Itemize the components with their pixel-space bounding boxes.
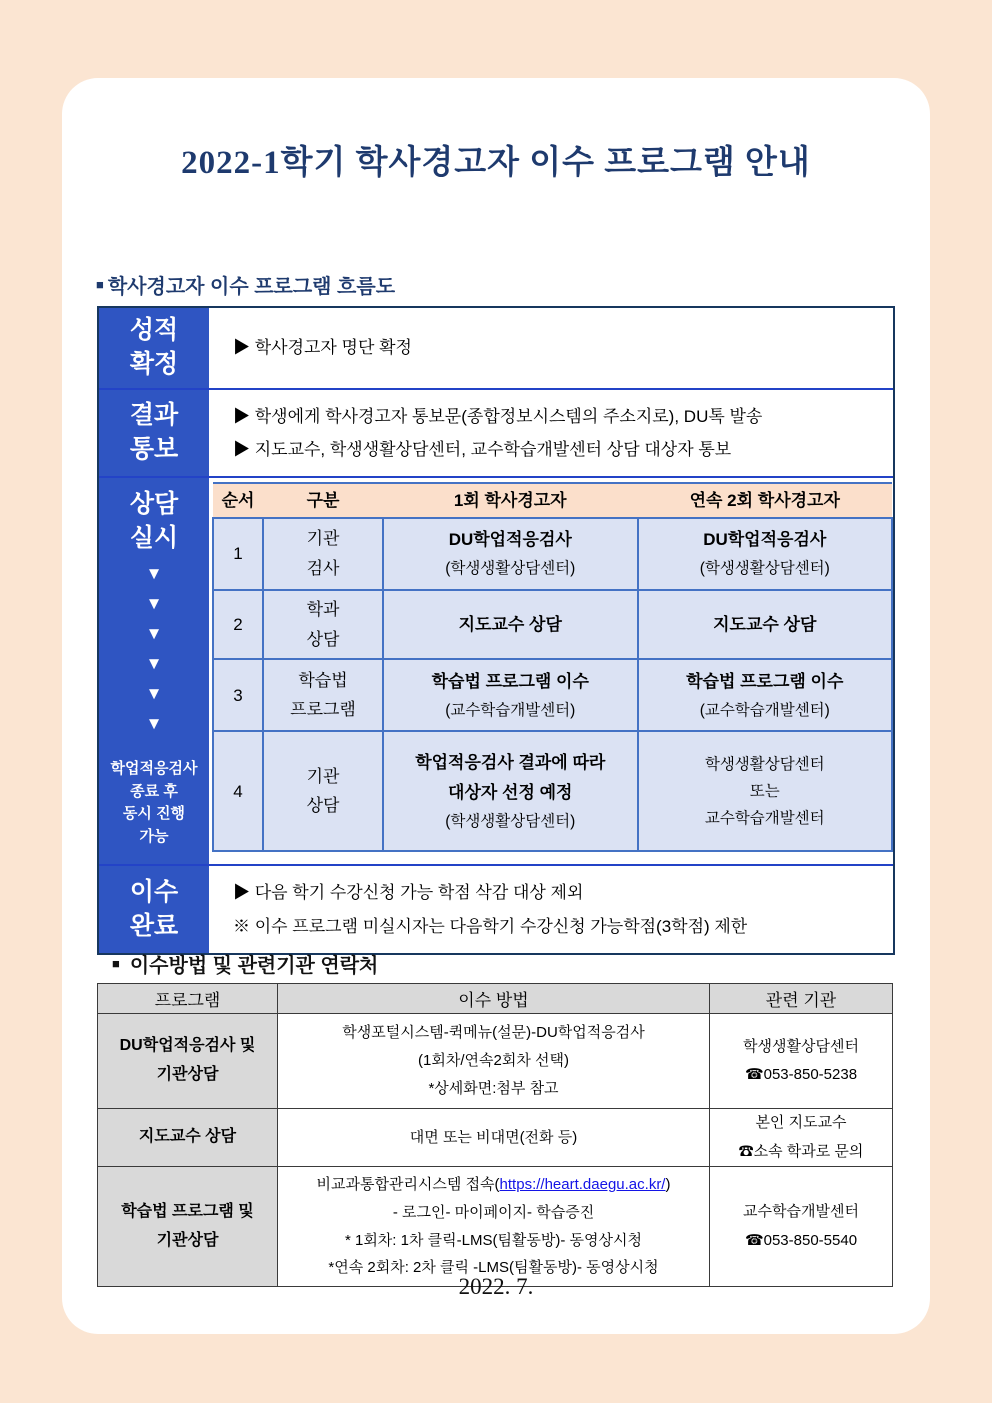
flow-step-label-notify: [99, 390, 209, 476]
flow-step-label-complete: [99, 866, 209, 952]
phone-number: ☎053-850-5238: [744, 1066, 858, 1083]
flow-step-label-grade: [99, 308, 209, 388]
counsel-row3-second: 학습법 프로그램 이수 (교수학습개발센터): [638, 659, 893, 731]
counsel-row1-order: 1: [213, 518, 263, 590]
footer-date: 2022. 7.: [458, 1274, 534, 1299]
counsel-table-row-1: [213, 518, 892, 590]
contact-row1-program: DU학업적응검사 및 기관상담: [98, 1014, 278, 1109]
contact-row1-org: 학생생활상담센터 ☎053-850-5238: [710, 1014, 893, 1109]
flow-step-label-notify-line1: 결과: [129, 400, 179, 429]
down-arrow-icon: ▼: [145, 714, 163, 734]
flow-complete-item-2: ※ 이수 프로그램 미실시자는 다음학기 수강신청 가능학점(3학점) 제한: [233, 916, 748, 936]
flow-content-notify: [209, 390, 893, 476]
contact-row-advisor: [98, 1109, 893, 1167]
flow-grade-item: ▶ 학사경고자 명단 확정: [233, 338, 412, 358]
counsel-row3-first: 학습법 프로그램 이수 (교수학습개발센터): [383, 659, 638, 731]
flow-row-grade-confirm: [99, 308, 893, 388]
counsel-side-note-line4: 가능: [139, 827, 169, 845]
counsel-side-note-line3: 동시 진행: [122, 805, 186, 823]
counsel-side-note-line2: 종료 후: [130, 782, 178, 800]
counsel-row1-type: 기관 검사: [263, 518, 383, 590]
flow-section-heading: [96, 270, 395, 299]
document-card: [62, 78, 930, 1334]
contact-row-learning-program: [98, 1167, 893, 1287]
counsel-table-header-row: [213, 483, 892, 518]
counsel-header-type: 구분: [263, 483, 383, 518]
counsel-row3-type: 학습법 프로그램: [263, 659, 383, 731]
phone-contact: ☎소속 학과로 문의: [738, 1142, 864, 1160]
counsel-table-row-3: [213, 659, 892, 731]
phone-number: ☎053-850-5540: [744, 1231, 858, 1249]
counsel-row1-first: DU학업적응검사 (학생생활상담센터): [383, 518, 638, 590]
down-arrow-icon: ▼: [145, 564, 163, 584]
down-arrow-stack: [146, 565, 163, 732]
counsel-row2-first: 지도교수 상담: [383, 590, 638, 660]
flow-complete-item-1: ▶ 다음 학기 수강신청 가능 학점 삭감 대상 제외: [233, 883, 584, 903]
counsel-header-first-warning: 1회 학사경고자: [383, 483, 638, 518]
flow-table: [97, 306, 895, 955]
counsel-row4-first: 학업적응검사 결과에 따라 대상자 선정 예정 (학생생활상담센터): [383, 731, 638, 851]
flow-content-counsel: [209, 478, 893, 865]
counsel-table-row-2: [213, 590, 892, 660]
counsel-table-row-4: [213, 731, 892, 851]
flow-step-label-counsel: [99, 478, 209, 865]
contact-table: [97, 983, 893, 1287]
flow-row-complete: [99, 864, 893, 952]
down-arrow-icon: ▼: [145, 684, 163, 704]
down-arrow-icon: ▼: [145, 624, 163, 644]
counsel-row4-type: 기관 상담: [263, 731, 383, 851]
counsel-row4-second: 학생생활상담센터 또는 교수학습개발센터: [638, 731, 893, 851]
counsel-row3-order: 3: [213, 659, 263, 731]
contact-row3-program: 학습법 프로그램 및 기관상담: [98, 1167, 278, 1287]
flow-step-label-complete-line2: 완료: [129, 911, 179, 940]
contact-header-org: 관련 기관: [710, 984, 893, 1014]
flow-step-label-counsel-line1: 상담: [129, 489, 179, 518]
flow-step-label-grade-line2: 확정: [129, 349, 179, 378]
contact-row3-method: 비교과통합관리시스템 접속(https://heart.daegu.ac.kr/) - 로그인- 마이페이지- 학습증진 * 1회차: 1차 클릭-LMS(팀활동방)- 동영상시청 *연속 2회차: 2차 클릭 -LMS(팀활동방)- 동영상시청: [278, 1167, 710, 1287]
contact-row3-org: 교수학습개발센터 ☎053-850-5540: [710, 1167, 893, 1287]
flow-step-label-counsel-line2: 실시: [129, 523, 179, 552]
contact-section-heading: [112, 949, 378, 978]
square-bullet-icon: ■: [112, 956, 120, 971]
page-title: 2022-1학기 학사경고자 이수 프로그램 안내: [181, 145, 811, 181]
counsel-header-second-warning: 연속 2회 학사경고자: [638, 483, 893, 518]
counsel-row2-second: 지도교수 상담: [638, 590, 893, 660]
flow-notify-item-2: ▶ 지도교수, 학생생활상담센터, 교수학습개발센터 상담 대상자 통보: [233, 439, 732, 459]
counsel-header-order: 순서: [213, 483, 263, 518]
contact-row-du-test: [98, 1014, 893, 1109]
flow-row-result-notify: [99, 388, 893, 476]
contact-row2-program: 지도교수 상담: [98, 1109, 278, 1167]
counsel-row4-order: 4: [213, 731, 263, 851]
counsel-program-table: [212, 482, 893, 853]
heart-system-link[interactable]: https://heart.daegu.ac.kr/: [499, 1176, 666, 1193]
contact-row2-method: 대면 또는 비대면(전화 등): [278, 1109, 710, 1167]
flow-section-heading-label: 학사경고자 이수 프로그램 흐름도: [107, 276, 396, 298]
contact-header-method: 이수 방법: [278, 984, 710, 1014]
flow-step-label-grade-line1: 성적: [129, 316, 179, 344]
flow-step-label-complete-line1: 이수: [129, 877, 179, 906]
contact-section-heading-label: 이수방법 및 관련기관 연락처: [129, 955, 379, 977]
counsel-side-note: [111, 758, 198, 848]
contact-table-header-row: [98, 984, 893, 1014]
flow-content-grade: [209, 308, 893, 388]
counsel-row2-type: 학과 상담: [263, 590, 383, 660]
flow-notify-item-1: ▶ 학생에게 학사경고자 통보문(종합정보시스템의 주소지로), DU톡 발송: [233, 406, 763, 426]
counsel-row1-second: DU학업적응검사 (학생생활상담센터): [638, 518, 893, 590]
contact-header-program: 프로그램: [98, 984, 278, 1014]
square-bullet-icon: ■: [96, 277, 104, 292]
flow-content-complete: [209, 866, 893, 952]
flow-row-counsel: [99, 476, 893, 865]
down-arrow-icon: ▼: [145, 594, 163, 614]
down-arrow-icon: ▼: [145, 654, 163, 674]
counsel-side-note-line1: 학업적응검사: [110, 760, 198, 778]
system-access-line: 비교과통합관리시스템 접속(https://heart.daegu.ac.kr/): [316, 1176, 671, 1193]
contact-row1-method: 학생포털시스템-퀵메뉴(설문)-DU학업적응검사 (1회차/연속2회차 선택) *상세화면:첨부 참고: [278, 1014, 710, 1109]
contact-row2-org: 본인 지도교수 ☎소속 학과로 문의: [710, 1109, 893, 1167]
counsel-row2-order: 2: [213, 590, 263, 660]
flow-step-label-notify-line2: 통보: [129, 434, 179, 463]
